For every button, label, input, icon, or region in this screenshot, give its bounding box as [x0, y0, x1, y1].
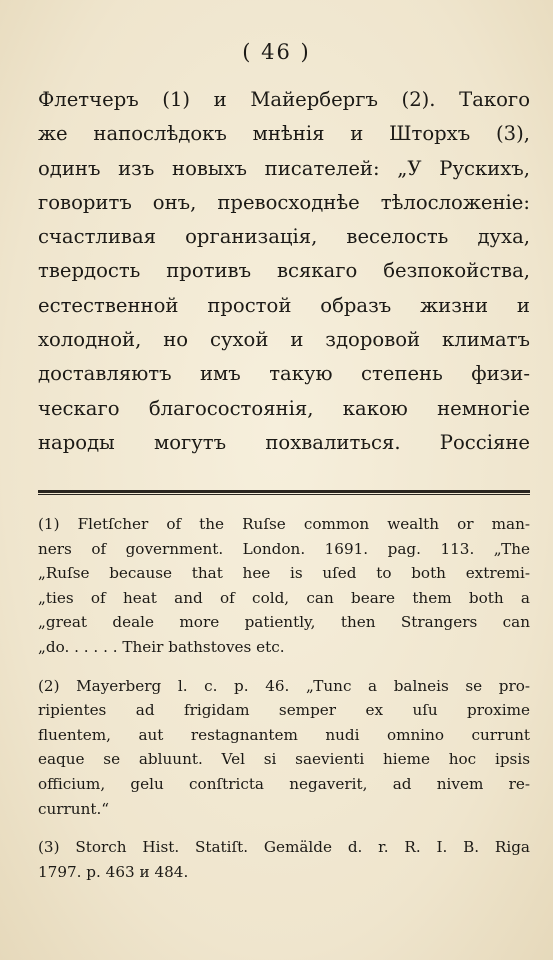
footnote-line: „Ruſse because that hee is uſed to both extremi- [38, 564, 530, 583]
body-line: доставляютъ имъ такую степень физи- [38, 362, 530, 386]
footnote-line: fluentem, aut restagnantem nudi omnino currunt [38, 725, 530, 744]
footnote-line: ripientes ad frigidam semper ex uſu proxime [38, 701, 530, 720]
body-line: одинъ изъ новыхъ писателей: „У Рускихъ, [38, 156, 530, 180]
body-line: ческаго благосостоянія, какою немногіе [38, 396, 530, 420]
page-number: ( 46 ) [242, 40, 311, 64]
body-line: холодной, но сухой и здоровой климатъ [38, 328, 530, 352]
footnote-line: ners of government. London. 1691. pag. 113. „The [38, 539, 530, 558]
body-line: говоритъ онъ, превосходнѣе тѣлосложеніе: [38, 190, 530, 214]
body-line: счастливая организація, веселость духа, [38, 225, 530, 249]
footnote-line: (1) Fletſcher of the Ruſse common wealth or man- [38, 515, 530, 533]
footnotes [38, 512, 530, 898]
body-line: твердость противъ всякаго безпокойства, [38, 259, 530, 283]
footnote-line: currunt.“ [38, 799, 110, 818]
footnote-1 [38, 512, 530, 660]
footnote-line: (2) Mayerberg l. c. p. 46. „Tunc a balneis se pro- [38, 676, 530, 695]
footnote-2 [38, 674, 530, 822]
footnote-line: officium, gelu conſtricta negaverit, ad nivem re- [38, 774, 530, 793]
footnote-line: (3) Storch Hist. Statiſt. Gemälde d. r. R. I. B. Riga [38, 838, 530, 857]
body-line: народы могутъ похвалиться. Россіяне [38, 430, 530, 454]
footnote-line: „ties of heat and of cold, can beare them both a [38, 588, 530, 607]
body-line: Флетчеръ (1) и Майербергъ (2). Такого [38, 88, 530, 111]
footnote-line: eaque se abluunt. Vel si saevienti hieme hoc ipsis [38, 750, 530, 769]
footnote-line: „do. . . . . . Their bathstoves etc. [38, 637, 285, 656]
body-text [38, 83, 530, 460]
body-line: естественной простой образъ жизни и [38, 293, 530, 317]
footnote-divider [38, 490, 530, 495]
footnote-line: 1797. p. 463 и 484. [38, 862, 189, 881]
footnote-line: „great deale more patiently, then Strangers can [38, 613, 530, 632]
footnote-3 [38, 835, 530, 884]
body-line: же напослѣдокъ мнѣнія и Шторхъ (3), [38, 122, 530, 146]
